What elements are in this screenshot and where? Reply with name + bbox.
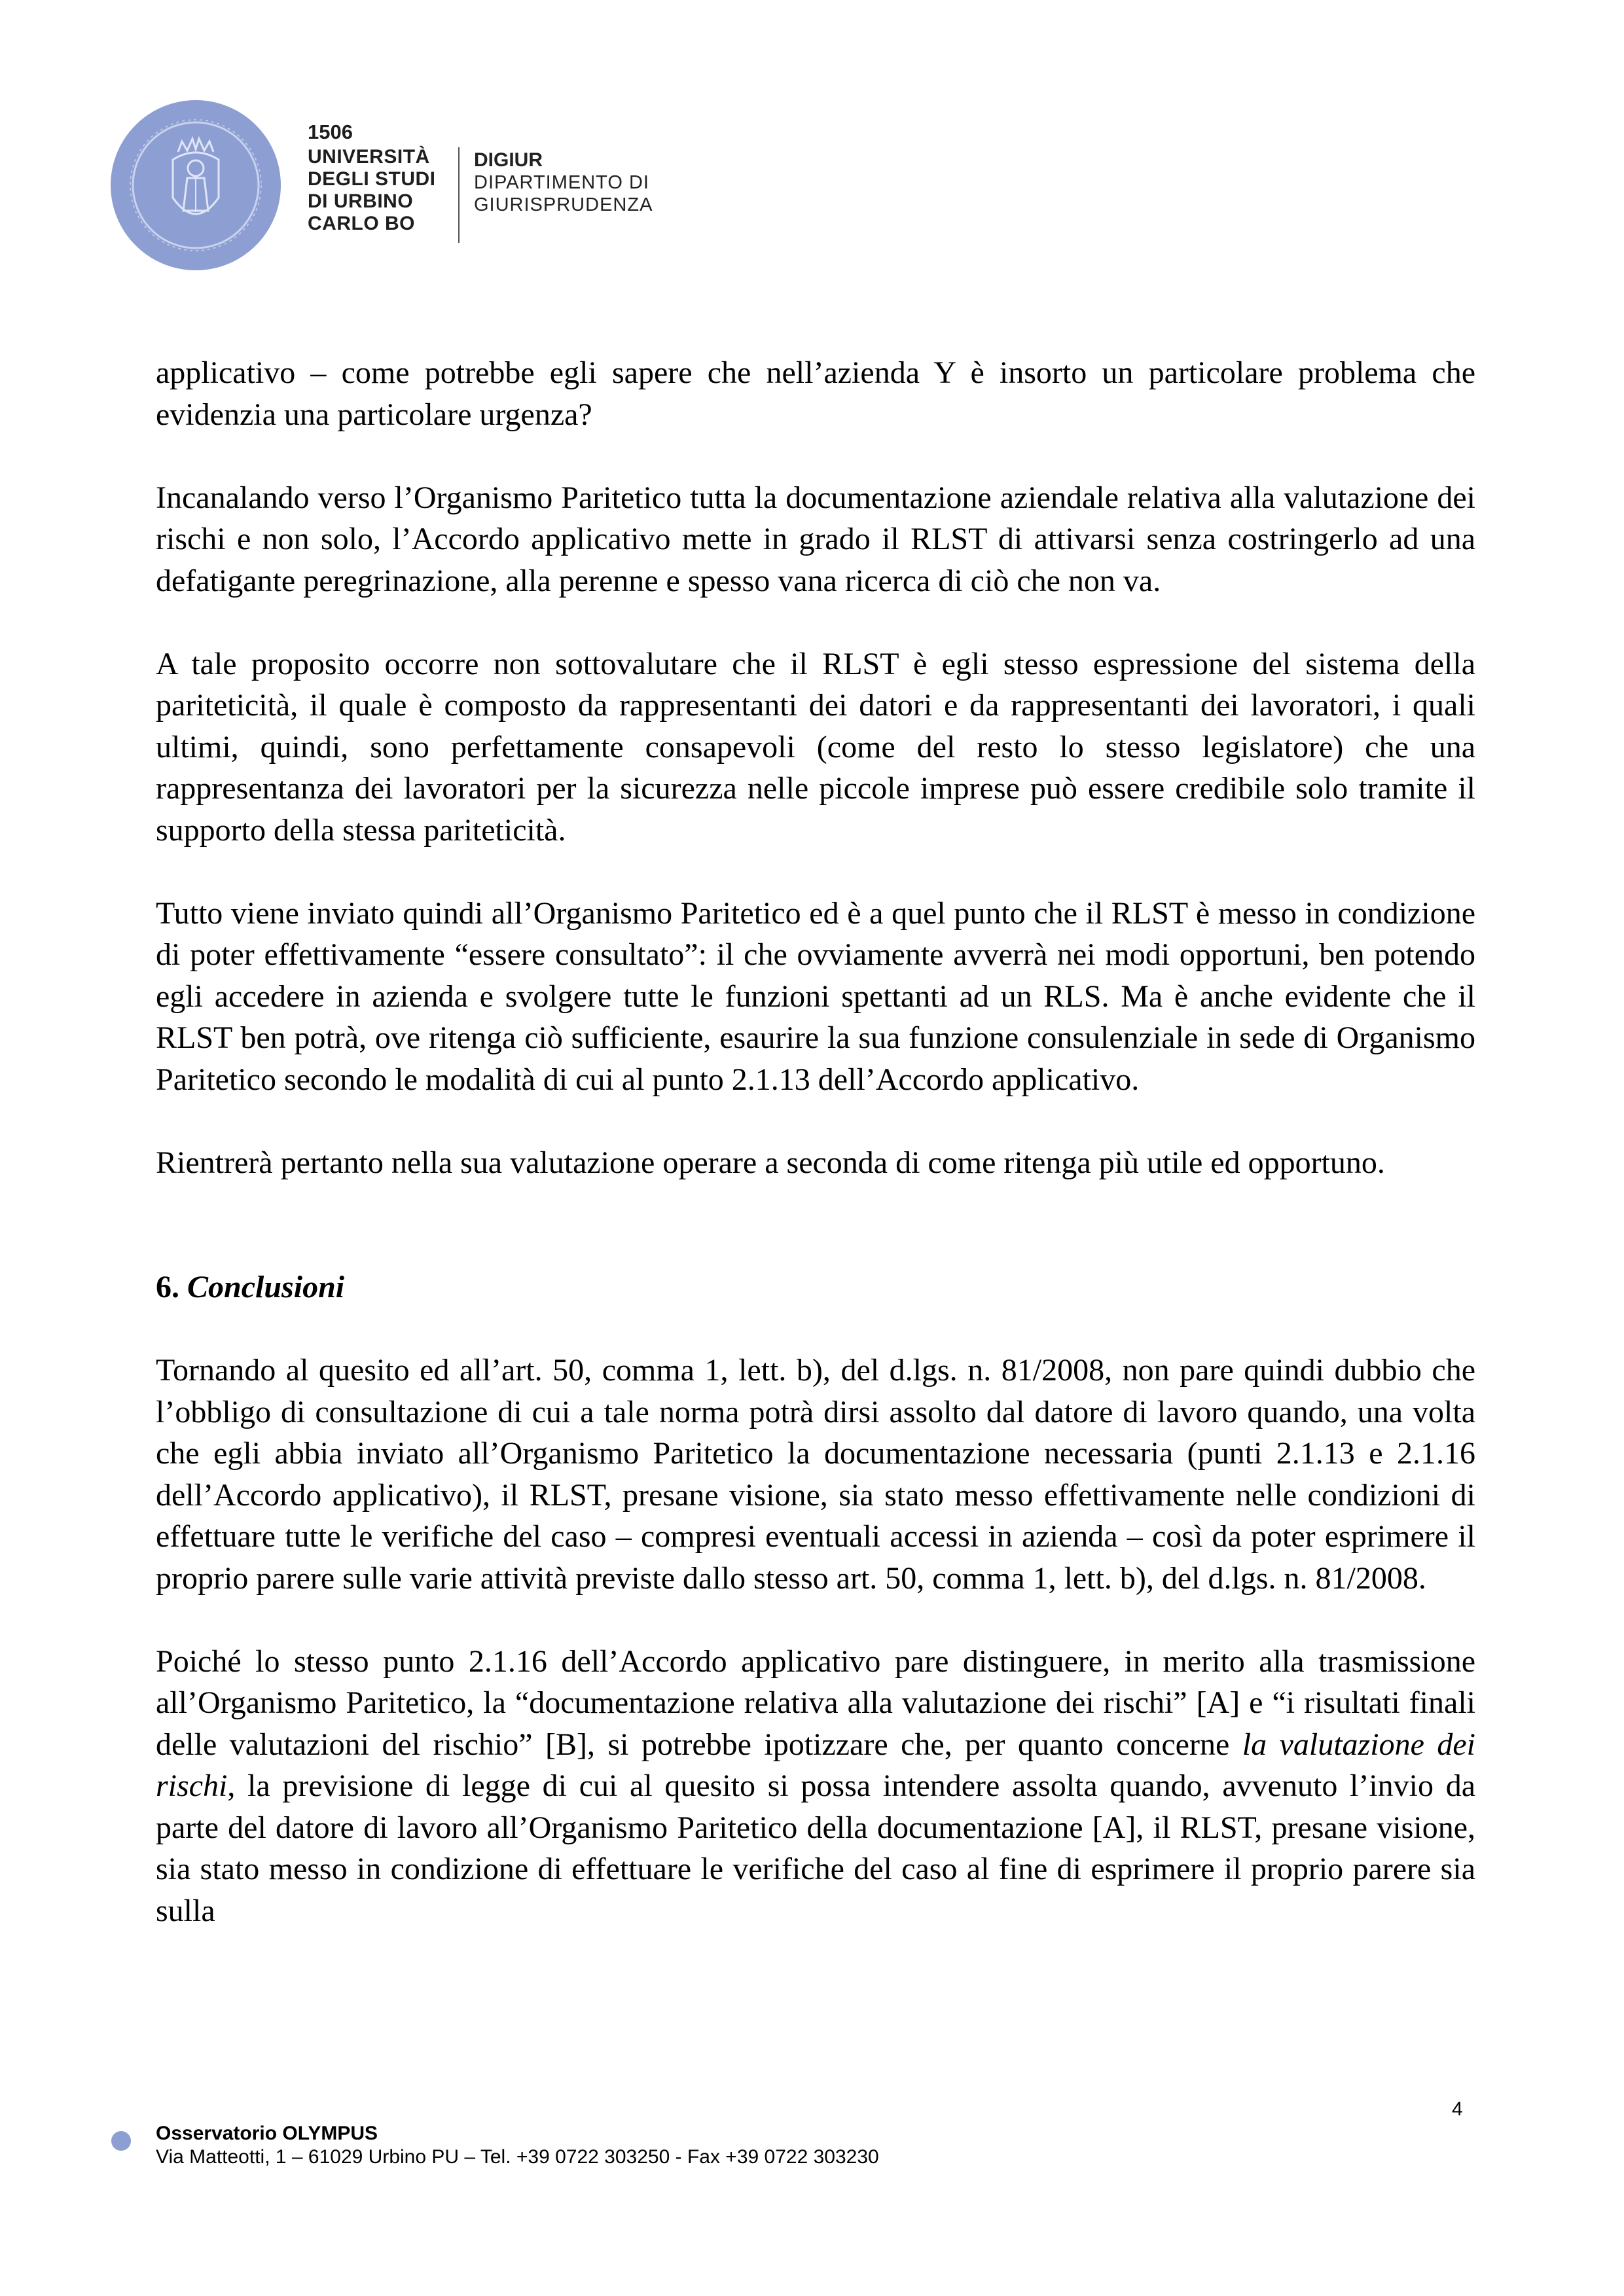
university-year: 1506 [308, 120, 353, 143]
department-code: DIGIUR [474, 149, 543, 171]
italic-emphasis: la valutazione dei rischi [156, 1727, 1475, 1803]
section-heading [156, 1266, 1475, 1308]
section-number: 6. [156, 1270, 179, 1304]
department-line: DIPARTIMENTO DI [474, 172, 649, 193]
university-line: DI URBINO [308, 190, 414, 212]
body-paragraph: applicativo – come potrebbe egli sapere che nell’azienda Y è insorto un particolare problema che evidenzia una particolare urgenza? [156, 355, 1475, 432]
body-paragraph: Tutto viene inviato quindi all’Organismo Paritetico ed è a quel punto che il RLST è messo in condizione di poter effettivamente “essere consultato”: il che ovviamente avverrà nei modi opportuni, ben potendo egli accedere in azienda e svolgere tutte le funzioni spettanti ad un RLS. Ma è anche evidente che il RLST ben potrà, ove ritenga ciò sufficiente, esaurire la sua funzione consulenziale in sede di Organismo Paritetico secondo le modalità di cui al punto 2.1.13 dell’Accordo applicativo. [156, 895, 1475, 1097]
paragraph-text: Poiché lo stesso punto 2.1.16 dell’Accordo applicativo pare distinguere, in merito alla trasmissione all’Organismo Paritetico, la “documentazione relativa alla valutazione dei rischi” [A] e “i risultati finali delle valutazioni del rischio” [B], si potrebbe ipotizzare che, per quanto concerne [156, 1643, 1475, 1762]
university-line: CARLO BO [308, 213, 415, 234]
university-line: UNIVERSITÀ [308, 146, 430, 168]
department-line: GIURISPRUDENZA [474, 194, 653, 215]
page-number: 4 [1452, 2098, 1463, 2120]
document-body [156, 352, 1475, 1973]
section-title: Conclusioni [187, 1270, 345, 1304]
body-paragraph [156, 1641, 1475, 1932]
university-name [308, 120, 436, 235]
body-paragraph: Tornando al quesito ed all’art. 50, comma 1, lett. b), del d.lgs. n. 81/2008, non pare quindi dubbio che l’obbligo di consultazione di cui a tale norma potrà dirsi assolto dal datore di lavoro quando, una volta che egli abbia inviato all’Organismo Paritetico la documentazione necessaria (punti 2.1.13 e 2.1.16 dell’Accordo applicativo), il RLST, presane visione, sia stato messo effettivamente nelle condizioni di effettuare tutte le verifiche del caso – compresi eventuali accessi in azienda – così da poter esprimere il proprio parere sulle varie attività previste dallo stesso art. 50, comma 1, lett. b), del d.lgs. n. 81/2008. [156, 1353, 1475, 1596]
footer-address: Via Matteotti, 1 – 61029 Urbino PU – Tel. +39 0722 303250 - Fax +39 0722 303230 [156, 2146, 879, 2168]
paragraph-text: , la previsione di legge di cui al quesito si possa intendere assolta quando, avvenuto l’invio da parte del datore di lavoro all’Organismo Paritetico della documentazione [A], il RLST, presane visione, sia stato messo in condizione di effettuare le verifiche del caso al fine di esprimere il proprio parere sia sulla [156, 1768, 1475, 1928]
body-paragraph: Rientrerà pertanto nella sua valutazione operare a seconda di come ritenga più utile ed opportuno. [156, 1145, 1385, 1180]
footer-bullet-icon [111, 2131, 131, 2151]
header-divider [458, 147, 460, 243]
department-name [474, 149, 653, 216]
footer-organization: Osservatorio OLYMPUS [156, 2123, 378, 2144]
body-paragraph: Incanalando verso l’Organismo Paritetico tutta la documentazione aziendale relativa alla valutazione dei rischi e non solo, l’Accordo applicativo mette in grado il RLST di attivarsi senza costringerlo ad una defatigante peregrinazione, alla perenne e spesso vana ricerca di ciò che non va. [156, 480, 1475, 598]
university-seal-icon [110, 99, 281, 271]
university-line: DEGLI STUDI [308, 168, 436, 190]
footer [156, 2122, 879, 2169]
body-paragraph: A tale proposito occorre non sottovalutare che il RLST è egli stesso espressione del sistema della pariteticità, il quale è composto da rappresentanti dei datori e da rappresentanti dei lavoratori, i quali ultimi, quindi, sono perfettamente consapevoli (come del resto lo stesso legislatore) che una rappresentanza dei lavoratori per la sicurezza nelle piccole imprese può essere credibile solo tramite il supporto della stessa pariteticità. [156, 646, 1475, 848]
